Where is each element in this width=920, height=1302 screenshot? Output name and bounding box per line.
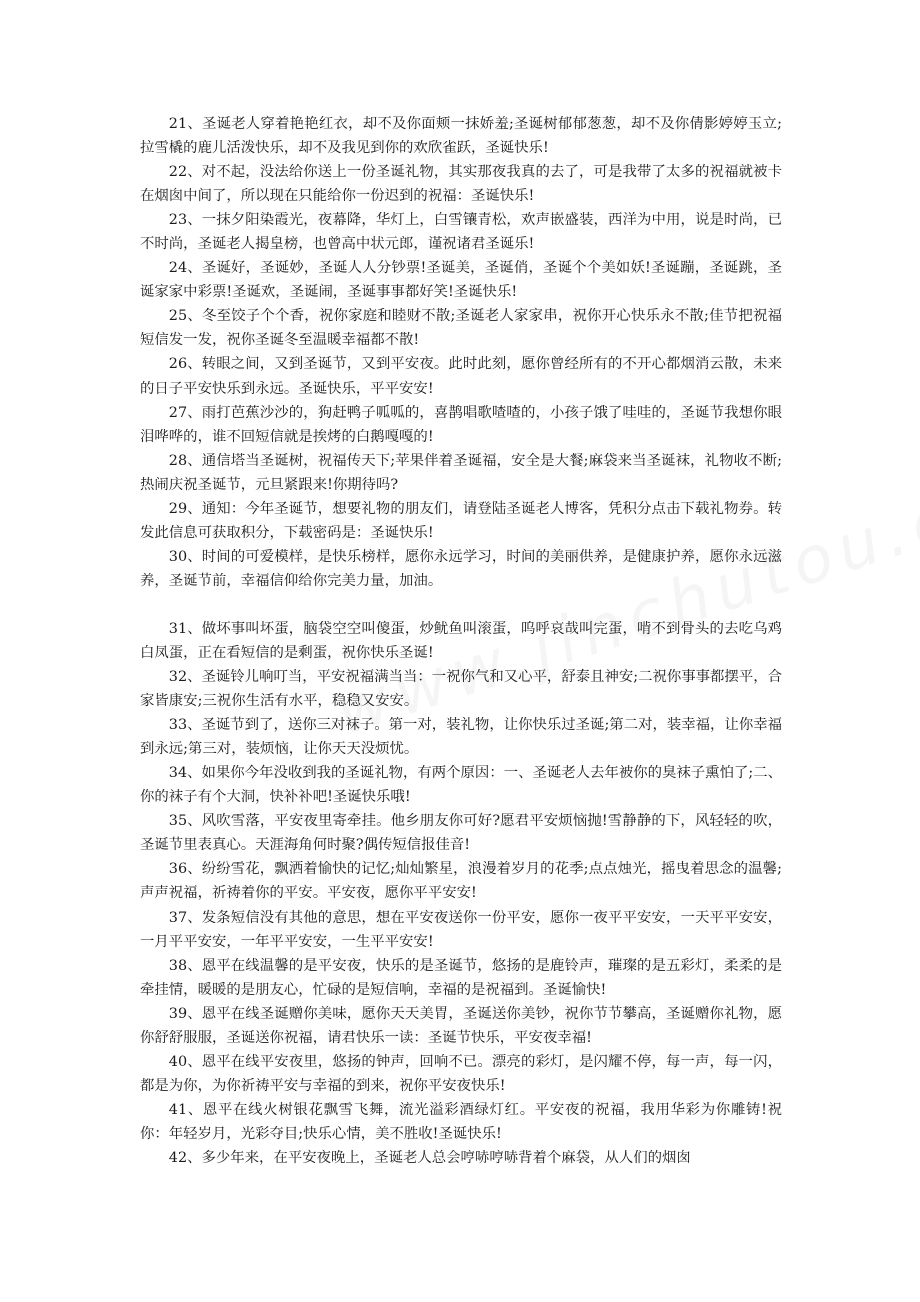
paragraph-42: 42、多少年来，在平安夜晚上，圣诞老人总会哼哧哼哧背着个麻袋，从人们的烟囱	[168, 1149, 691, 1166]
paragraph-27: 27、雨打芭蕉沙沙的，狗赶鸭子呱呱的，喜鹊唱歌喳喳的，小孩子饿了哇哇的，圣诞节我想你眼泪哗哗的，谁不回短信就是挨烤的白鹅嘎嘎的!	[140, 404, 782, 445]
paragraph-41: 41、恩平在线火树银花飘雪飞舞，流光溢彩酒绿灯红。平安夜的祝福，我用华彩为你雕铸!祝你：年轻岁月，光彩夺目;快乐心情，美不胜收!圣诞快乐!	[140, 1101, 782, 1142]
paragraph-25: 25、冬至饺子个个香，祝你家庭和睦财不散;圣诞老人家家串，祝你开心快乐永不散;佳节把祝福短信发一发，祝你圣诞冬至温暖幸福都不散!	[140, 308, 782, 349]
paragraph-26: 26、转眼之间，又到圣诞节，又到平安夜。此时此刻，愿你曾经所有的不开心都烟消云散，未来的日子平安快乐到永远。圣诞快乐，平平安安!	[140, 356, 782, 397]
paragraph-36: 36、纷纷雪花，飘洒着愉快的记忆;灿灿繁星，浪漫着岁月的花季;点点烛光，摇曳着思念的温馨;声声祝福，祈祷着你的平安。平安夜，愿你平平安安!	[140, 861, 782, 902]
paragraph-34: 34、如果你今年没收到我的圣诞礼物，有两个原因：一、圣诞老人去年被你的臭袜子熏怕了;二、你的袜子有个大洞，快补补吧!圣诞快乐哦!	[140, 765, 782, 806]
paragraph-22: 22、对不起，没法给你送上一份圣诞礼物，其实那夜我真的去了，可是我带了太多的祝福就被卡在烟囱中间了，所以现在只能给你一份迟到的祝福：圣诞快乐!	[140, 164, 782, 205]
paragraph-28: 28、通信塔当圣诞树，祝福传天下;苹果伴着圣诞福，安全是大餐;麻袋来当圣诞袜，礼物收不断;热闹庆祝圣诞节，元旦紧跟来!你期待吗?	[140, 452, 782, 493]
section-gap	[140, 593, 782, 617]
paragraph-33: 33、圣诞节到了，送你三对袜子。第一对，装礼物，让你快乐过圣诞;第二对，装幸福，让你幸福到永远;第三对，装烦恼，让你天天没烦忧。	[140, 717, 782, 758]
paragraph-35: 35、风吹雪落，平安夜里寄牵挂。他乡朋友你可好?愿君平安烦恼抛!雪静静的下，风轻轻的吹，圣诞节里表真心。天涯海角何时聚?偶传短信报佳音!	[140, 813, 782, 854]
paragraph-39: 39、恩平在线圣诞赠你美味，愿你天天美胃，圣诞送你美钞，祝你节节攀高，圣诞赠你礼物，愿你舒舒服服，圣诞送你祝福，请君快乐一读：圣诞节快乐，平安夜幸福!	[140, 1005, 782, 1046]
paragraph-40: 40、恩平在线平安夜里，悠扬的钟声，回响不已。漂亮的彩灯，是闪耀不停，每一声，每一闪，都是为你，为你祈祷平安与幸福的到来，祝你平安夜快乐!	[140, 1053, 782, 1094]
document-body	[140, 112, 782, 1170]
paragraph-32: 32、圣诞铃儿响叮当，平安祝福满当当：一祝你气和又心平，舒泰且神安;二祝你事事都摆平，合家皆康安;三祝你生活有水平，稳稳又安安。	[140, 669, 782, 710]
paragraph-21: 21、圣诞老人穿着艳艳红衣，却不及你面颊一抹娇羞;圣诞树郁郁葱葱，却不及你倩影婷婷玉立;拉雪橇的鹿儿活泼快乐，却不及我见到你的欢欣雀跃，圣诞快乐!	[140, 116, 782, 157]
paragraph-30: 30、时间的可爱模样，是快乐榜样，愿你永远学习，时间的美丽供养，是健康护养，愿你永远滋养，圣诞节前，幸福信仰给你完美力量，加油。	[140, 548, 782, 589]
paragraph-31: 31、做坏事叫坏蛋，脑袋空空叫傻蛋，炒鱿鱼叫滚蛋，呜呼哀哉叫完蛋，啃不到骨头的去吃乌鸡白凤蛋，正在看短信的是剩蛋，祝你快乐圣诞!	[140, 620, 782, 661]
paragraph-23: 23、一抹夕阳染霞光，夜幕降，华灯上，白雪镶青松，欢声嵌盛装，西洋为中用，说是时尚，已不时尚，圣诞老人揭皇榜，也曾高中状元郎，谨祝诸君圣诞乐!	[140, 212, 782, 253]
paragraph-37: 37、发条短信没有其他的意思，想在平安夜送你一份平安，愿你一夜平平安安，一天平平安安，一月平平安安，一年平平安安，一生平平安安!	[140, 909, 782, 950]
paragraph-24: 24、圣诞好，圣诞妙，圣诞人人分钞票!圣诞美，圣诞俏，圣诞个个美如妖!圣诞蹦，圣诞跳，圣诞家家中彩票!圣诞欢，圣诞闹，圣诞事事都好笑!圣诞快乐!	[140, 260, 782, 301]
paragraph-29: 29、通知：今年圣诞节，想要礼物的朋友们，请登陆圣诞老人博客，凭积分点击下载礼物券。转发此信息可获取积分，下载密码是：圣诞快乐!	[140, 500, 782, 541]
paragraph-38: 38、恩平在线温馨的是平安夜，快乐的是圣诞节，悠扬的是鹿铃声，璀璨的是五彩灯，柔柔的是牵挂情，暖暖的是朋友心，忙碌的是短信响，幸福的是祝福到。圣诞愉快!	[140, 957, 782, 998]
